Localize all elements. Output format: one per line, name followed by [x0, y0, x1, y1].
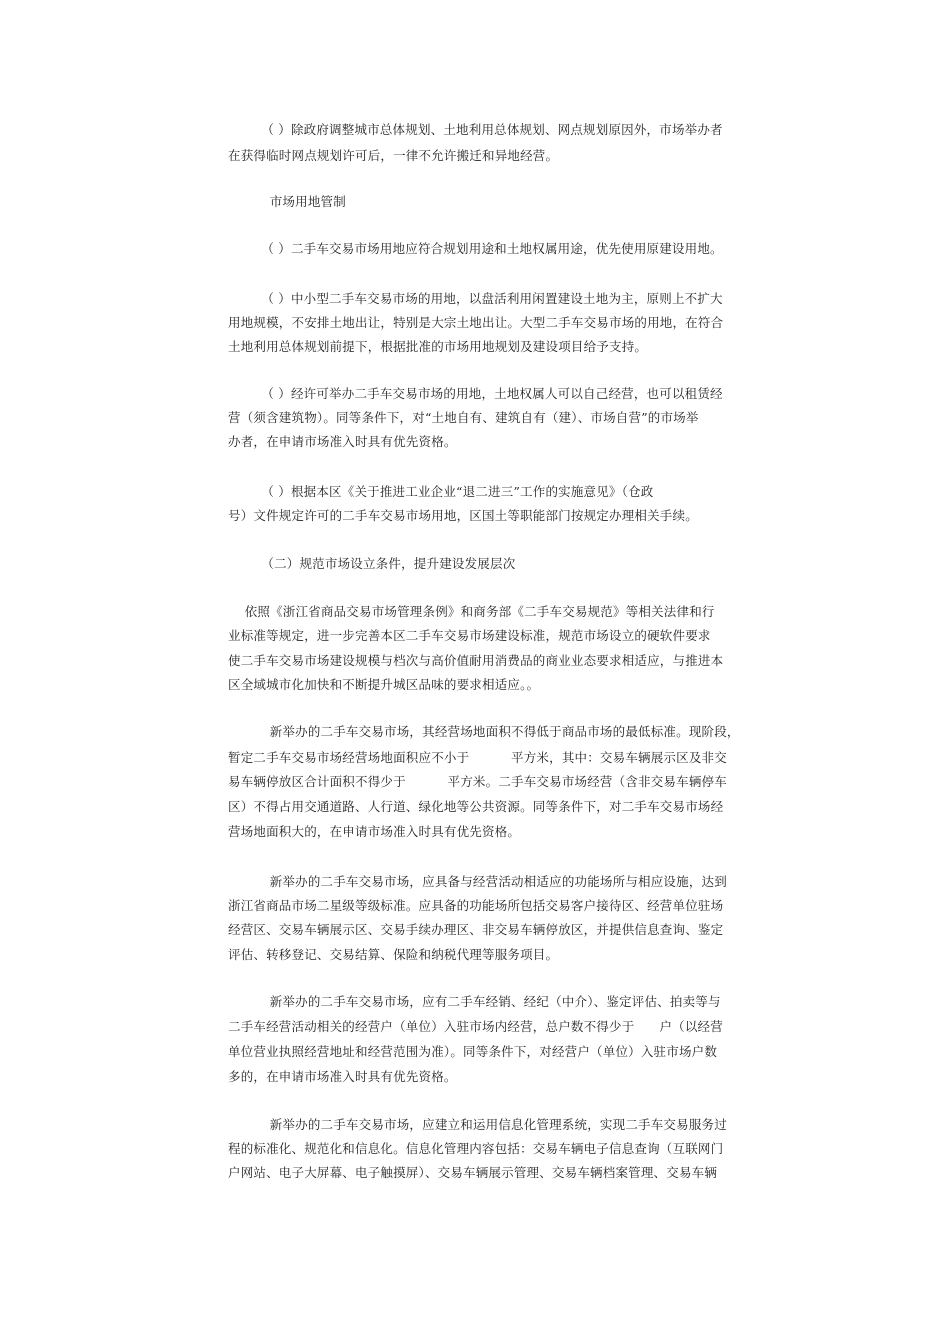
text-line: （ ）中小型二手车交易市场的用地，以盘活利用闲置建设土地为主，原则上不扩大	[228, 291, 723, 306]
text-line: 新举办的二手车交易市场，应有二手车经销、经纪（中介）、鉴定评估、拍卖等与	[228, 994, 721, 1009]
text-line: 业标准等规定，进一步完善本区二手车交易市场建设标准，规范市场设立的硬软件要求	[228, 628, 711, 643]
text-line: 评估、转移登记、交易结算、保险和纳税代理等服务项目。	[228, 947, 559, 962]
text-line: 经营区、交易车辆展示区、交易手续办理区、非交易车辆停放区，并提供信息查询、鉴定	[228, 922, 724, 937]
text-line: 二手车经营活动相关的经营户（单位）入驻市场内经营，总户数不得少于 户（以经营	[228, 1019, 723, 1034]
text-line: 区）不得占用交通道路、人行道、绿化地等公共资源。同等条件下，对二手车交易市场经	[228, 799, 724, 814]
text-line: 暂定二手车交易市场经营场地面积应不小于 平方米，其中：交易车辆展示区及非交	[228, 750, 727, 765]
text-line: 户网站、电子大屏幕、电子触摸屏）、交易车辆展示管理、交易车辆档案管理、交易车辆	[228, 1165, 718, 1180]
text-line: 区全域城市化加快和不断提升城区品味的要求相适应。。	[228, 677, 540, 692]
text-line: 号）文件规定许可的二手车交易市场用地，区国土等职能部门按规定办理相关手续。	[228, 508, 698, 523]
text-line: 营（须含建筑物）。同等条件下，对“土地自有、建筑自有（建）、市场自营”的市场举	[228, 410, 699, 425]
text-line: 办者，在申请市场准入时具有优先资格。	[228, 434, 457, 449]
text-line: 用地规模，不安排土地出让，特别是大宗土地出让。大型二手车交易市场的用地，在符合	[228, 315, 724, 330]
text-line: 新举办的二手车交易市场，应具备与经营活动相适应的功能场所与相应设施，达到	[228, 874, 727, 889]
text-line: 多的，在申请市场准入时具有优先资格。	[228, 1069, 457, 1084]
text-line: （ ）经许可举办二手车交易市场的用地，土地权属人可以自己经营，也可以租赁经	[228, 386, 723, 401]
text-line: 程的标准化、规范化和信息化。信息化管理内容包括：交易车辆电子信息查询（互联网门	[228, 1141, 724, 1156]
section-heading: （二）规范市场设立条件，提升建设发展层次	[228, 556, 516, 571]
text-line: （ ）除政府调整城市总体规划、土地利用总体规划、网点规划原因外，市场举办者	[228, 122, 723, 137]
section-heading: 市场用地管制	[228, 194, 346, 209]
text-line: 浙江省商品市场二星级等级标准。应具备的功能场所包括交易客户接待区、经营单位驻场	[228, 898, 724, 913]
text-line: 新举办的二手车交易市场，其经营场地面积不得低于商品市场的最低标准。现阶段，	[228, 724, 740, 739]
text-line: （ ）根据本区《关于推进工业企业“退二进三”工作的实施意见》（仓政	[228, 484, 654, 499]
text-line: 新举办的二手车交易市场，应建立和运用信息化管理系统，实现二手车交易服务过	[228, 1117, 727, 1132]
text-line: 依照《浙江省商品交易市场管理条例》和商务部《二手车交易规范》等相关法律和行	[228, 604, 715, 619]
text-line: 在获得临时网点规划许可后，一律不允许搬迁和异地经营。	[228, 148, 559, 163]
text-line: 使二手车交易市场建设规模与档次与高价值耐用消费品的商业业态要求相适应，与推进本	[228, 653, 724, 668]
text-line: （ ）二手车交易市场用地应符合规划用途和土地权属用途，优先使用原建设用地。	[228, 241, 723, 256]
text-line: 易车辆停放区合计面积不得少于 平方米。二手车交易市场经营（含非交易车辆停车	[228, 774, 727, 789]
text-line: 土地利用总体规划前提下，根据批准的市场用地规划及建设项目给予支持。	[228, 339, 648, 354]
text-line: 单位营业执照经营地址和经营范围为准）。同等条件下，对经营户（单位）入驻市场户数	[228, 1044, 718, 1059]
text-line: 营场地面积大的，在申请市场准入时具有优先资格。	[228, 824, 521, 839]
